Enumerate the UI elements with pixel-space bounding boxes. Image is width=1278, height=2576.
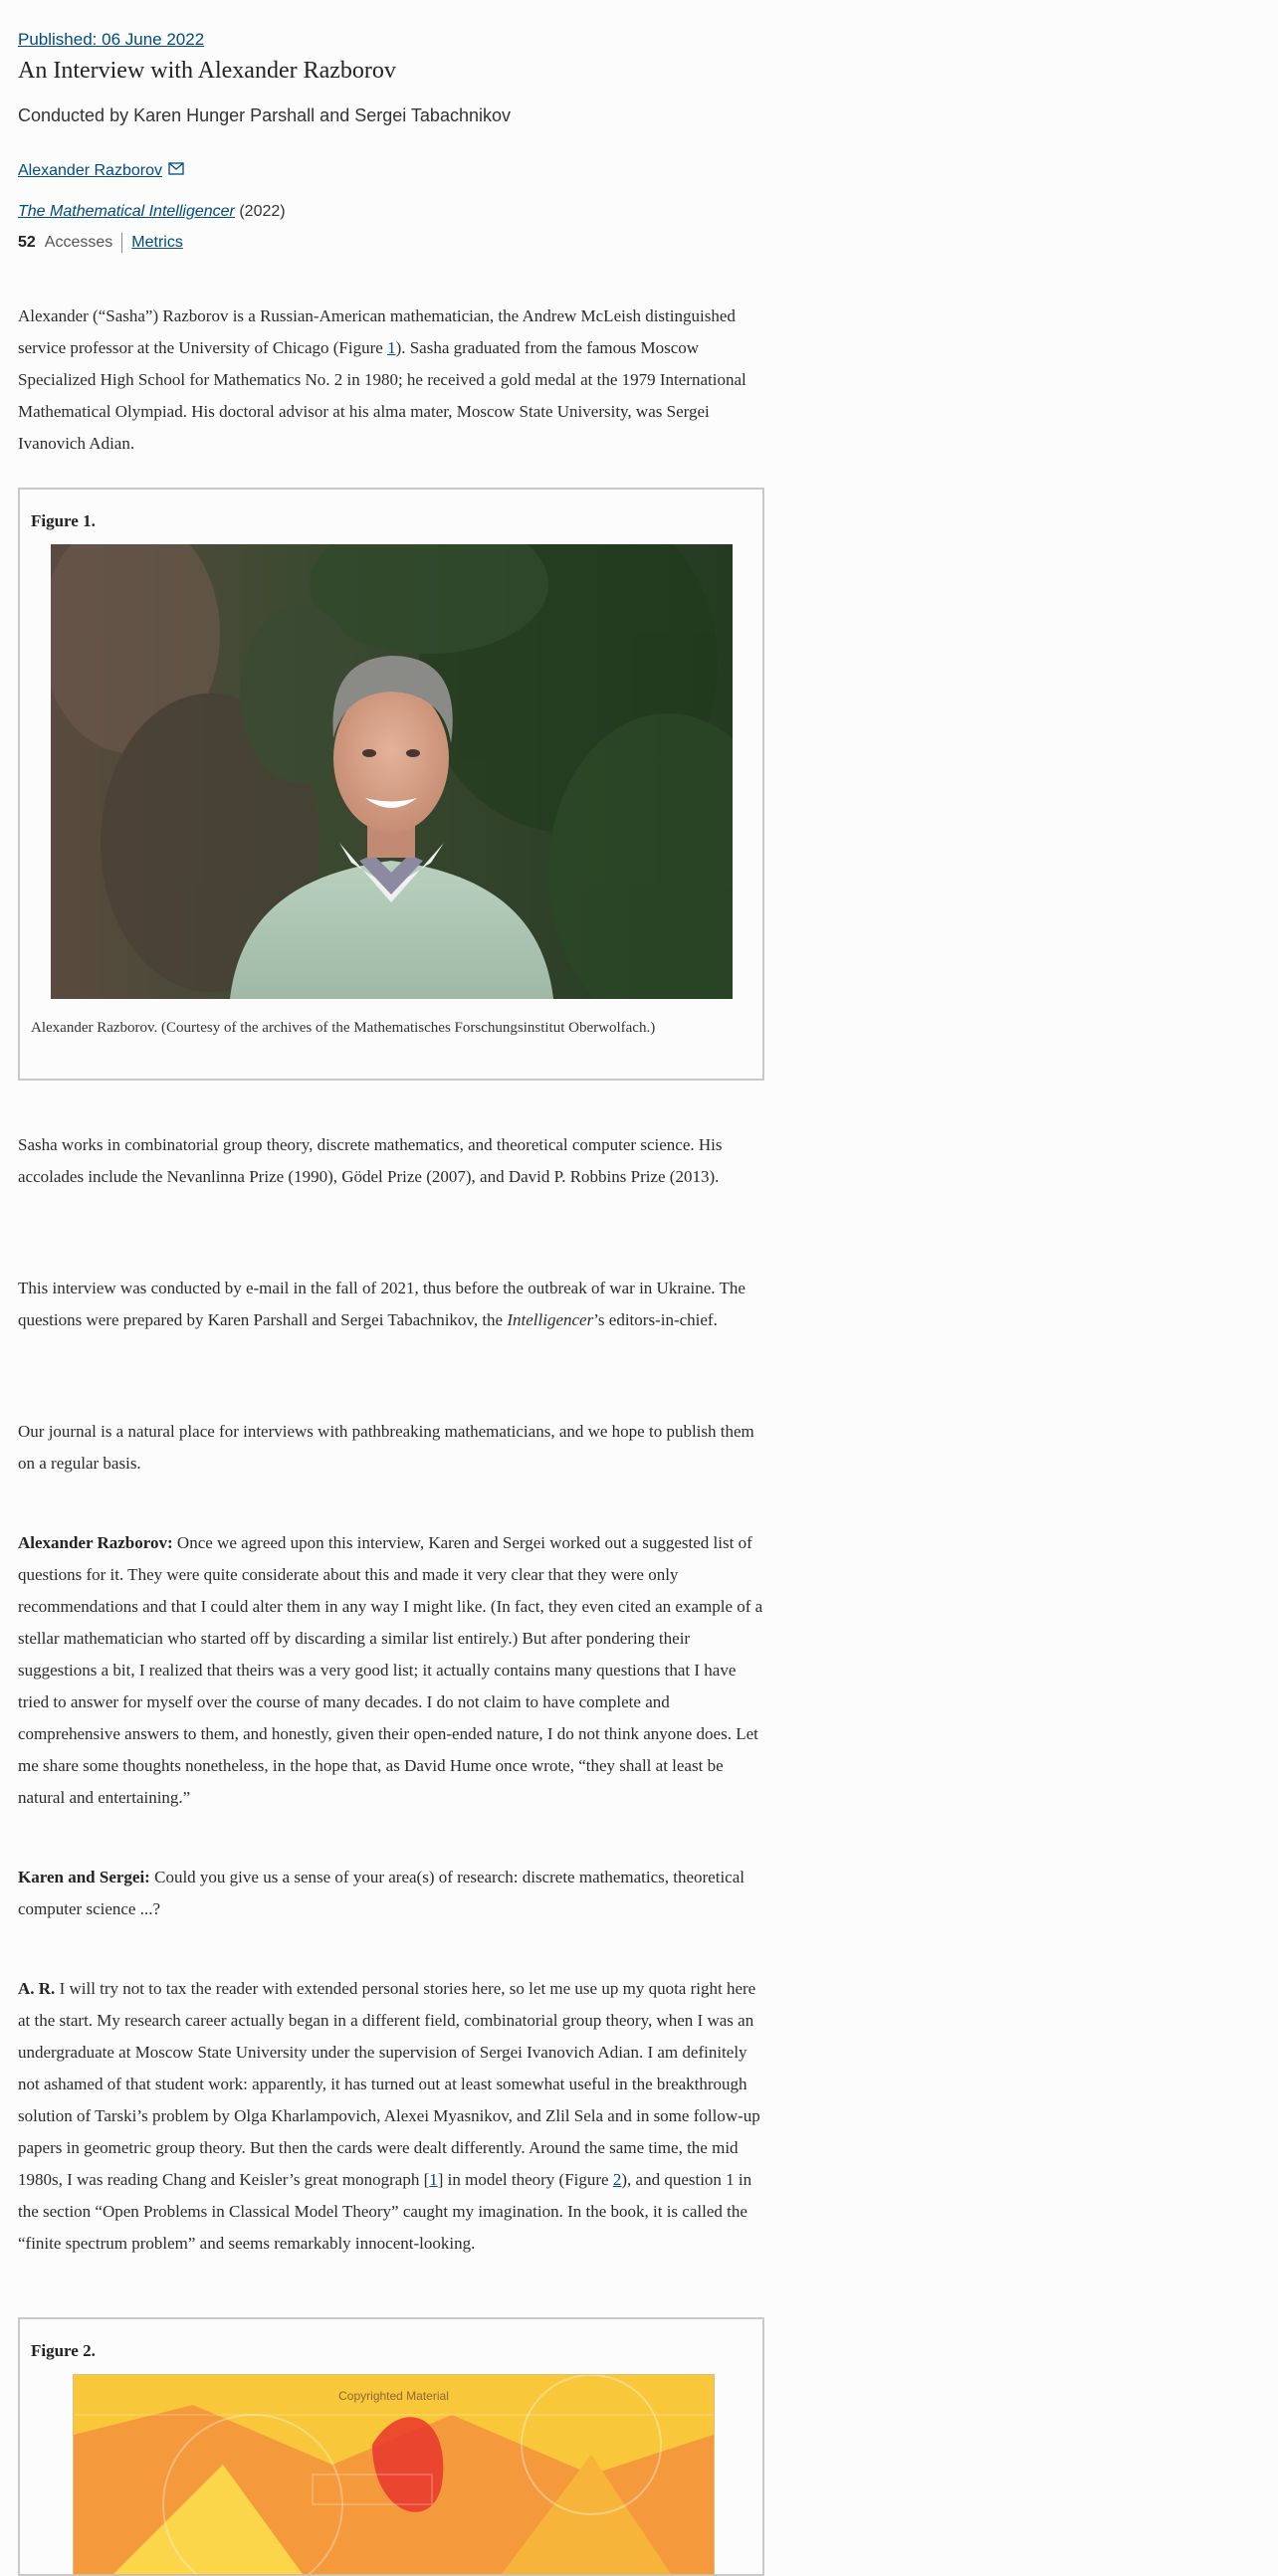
article-subtitle: Conducted by Karen Hunger Parshall and Sergei Tabachnikov [18,105,511,125]
article-metrics [18,233,183,253]
metrics-divider [121,233,122,253]
figure-1-label: Figure 1. [31,511,96,530]
paragraph-text: This interview was conducted by e-mail in the fall of 2021, thus before the outbreak of war in Ukraine. The questions were prepared by Karen Parshall and Sergei Tabachnikov, the [18,1279,746,1329]
paragraph-question-1 [18,1862,766,1925]
paragraph-intro [18,300,766,460]
reference-1-link[interactable]: 1 [429,2170,438,2189]
figure-1-caption: Alexander Razborov. (Courtesy of the archives of the Mathematisches Forschungsinstitut Oberwolfach.) [31,1020,656,1036]
paragraph-research: Sasha works in combinatorial group theory, discrete mathematics, and theoretical computer science. His accolades include the Nevanlinna Prize (1990), Gödel Prize (2007), and David P. Robbins Prize (2013). [18,1135,723,1186]
accesses-label: Accesses [44,234,113,251]
paragraph-text: ). Sasha graduated from the famous Moscow Specialized High School for Mathematics No. 2 in 1980; he received a gold medal at the 1979 International Mathematical Olympiad. His doctoral advisor at his alma mater, Moscow State University, was Sergei Ivanovich Adian. [18,338,746,453]
paragraph-text: ] in model theory (Figure [437,2170,613,2189]
paragraph-text: I will try not to tax the reader with extended personal stories here, so let me use up my quota right here at the start. My research career actually began in a different field, combinatorial group theory, when I was an undergraduate at Moscow State University under the supervision of Sergei Ivanovich Adian. I am definitely not ashamed of that student work: apparently, it has turned out at least somewhat useful in the breakthrough solution of Tarski’s problem by Olga Kharlampovich, Alexei Myasnikov, and Zlil Sela and in some follow-up papers in geometric group theory. But then the cards were dealt differently. Around the same time, the mid 1980s, I was reading Chang and Keisler’s great monograph [ [18,1979,760,2189]
paragraph-text: ’s editors-in-chief. [593,1310,718,1329]
figure-1 [18,488,764,1081]
paragraph-razborov-intro [18,1527,766,1814]
page-title: An Interview with Alexander Razborov [18,58,396,84]
figure-2-ref-link[interactable]: 2 [612,2170,622,2189]
paragraph-text: Could you give us a sense of your area(s) of research: discrete mathematics, theoretical computer science ...? [18,1868,745,1918]
journal-year: (2022) [239,203,286,220]
paragraph-answer-1 [18,1973,766,2260]
speaker-label: Karen and Sergei: [18,1868,150,1886]
paragraph-interview-context [18,1273,766,1336]
journal-name-italic: Intelligencer [507,1310,594,1329]
book-cover-image[interactable] [73,2374,715,2575]
speaker-label: A. R. [18,1979,56,1998]
figure-1-ref-link[interactable]: 1 [387,338,396,357]
accesses-count: 52 [18,234,36,251]
figure-2 [18,2317,764,2576]
paragraph-text: Once we agreed upon this interview, Karen and Sergei worked out a suggested list of questions for it. They were quite considerate about this and made it very clear that they were only recommendations and that I could alter them in any way I might like. (In fact, they even cited an example of a stellar mathematician who started off by discarding a similar list entirely.) But after pondering their suggestions a bit, I realized that theirs was a very good list; it actually contains many questions that I have tried to answer for myself over the course of many decades. I do not claim to have complete and comprehensive answers to them, and honestly, given their open-ended nature, I do not think anyone does. Let me share some thoughts nonetheless, in the hope that, as David Hume once wrote, “they shall at least be natural and entertaining.” [18,1533,763,1807]
published-date-link[interactable]: Published: 06 June 2022 [18,30,205,49]
speaker-label: Alexander Razborov: [18,1533,173,1552]
figure-2-label: Figure 2. [31,2341,96,2360]
paragraph-text: ), and question 1 in the section “Open Problems in Classical Model Theory” caught my imagination. In the book, it is called the “finite spectrum problem” and seems remarkably innocent-looking. [18,2170,752,2253]
paragraph-text: Alexander (“Sasha”) Razborov is a Russian-American mathematician, the Andrew McLeish distinguished service professor at the University of Chicago (Figure [18,306,736,357]
author-line [18,162,184,180]
metrics-link[interactable]: Metrics [131,234,183,251]
envelope-icon[interactable] [168,162,184,180]
paragraph-journal-note: Our journal is a natural place for interviews with pathbreaking mathematicians, and we hope to publish them on a regular basis. [18,1422,754,1473]
journal-line [18,203,286,221]
journal-link[interactable]: The Mathematical Intelligencer [18,203,235,220]
portrait-photo[interactable] [51,544,733,999]
author-link[interactable]: Alexander Razborov [18,162,162,179]
copyright-watermark: Copyrighted Material [338,2389,449,2403]
